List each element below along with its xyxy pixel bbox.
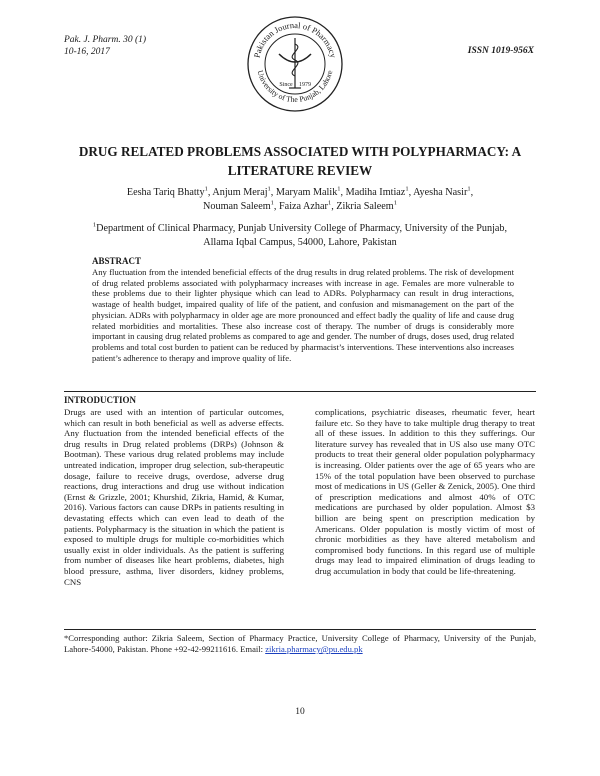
author: Anjum Meraj xyxy=(212,187,268,198)
footnote-divider xyxy=(64,629,536,630)
author: Faiza Azhar xyxy=(279,201,328,212)
journal-name: Pak. J. Pharm. 30 (1) xyxy=(64,35,147,45)
author: Eesha Tariq Bhatty xyxy=(126,187,205,198)
author: Zikria Saleem xyxy=(336,201,394,212)
seal-year: 1979 xyxy=(299,82,311,88)
issn: ISSN 1019-956X xyxy=(467,46,534,56)
introduction-heading: INTRODUCTION xyxy=(64,395,137,405)
section-divider xyxy=(64,391,536,392)
abstract-heading: ABSTRACT xyxy=(92,256,142,266)
journal-pages: 10-16, 2017 xyxy=(64,47,110,57)
author: Nouman Saleem xyxy=(203,201,271,212)
article-title: DRUG RELATED PROBLEMS ASSOCIATED WITH POLYPHARMACY: A LITERATURE REVIEW xyxy=(78,144,522,178)
seal-bottom-text: University of The Punjab, Lahore xyxy=(255,69,335,105)
author-email-link[interactable]: zikria.pharmacy@pu.edu.pk xyxy=(265,644,363,654)
journal-seal-logo xyxy=(245,14,345,114)
introduction-left-column: Drugs are used with an intention of particular outcomes, which can result in both beneficial as well as adverse effects. Any fluctuation from the intended beneficial effects of the drug results in Drug related problems (DRPs) (Johnson & Bootman). These various drug related problems may include untreated indication, improper drug selection, sub-therapeutic dosage, failure to receive drugs, overdose, adverse drug reactions, drug interactions and drug use without indication (Ernst & Grizzle, 2001; Khurshid, Zikria, Hamid, & Kumar, 2016). Various factors can cause DRPs in patients resulting in devastating effects which can even lead to death of the patients. Polypharmacy is the situation in which the patient is exposed to multiple drugs for multiple co-morbidities which usually exist in older individuals. As the patient is suffering from number of diseases like heart problems, diabetes, high blood pressure, asthma, liver disorders, kidney problems, CNS xyxy=(64,407,284,587)
introduction-right-column: complications, psychiatric diseases, rheumatic fever, heart failure etc. So they have to take multiple drug therapy to treat all of these issues. In addition to this they sufferings. Our literature survey has revealed that in US also use many OTC products to treat their general older population polypharmacy is increasing. Older patients over the age of 65 years who are 15% of the total population have been observed to purchase most of medications in US (Geller & Zenick, 2005). One third of prescription medications and almost 40% of OTC medications are purchased by older population. Almost $3 billion are being spent on prescription medication by Americans. Older population is mostly victim of most of chronic morbidities as they have altered metabolism and compromised body functions. In this regard use of multiple drugs may lead to impaired elimination of drugs leading to drug accumulation in body that could be life-threatening. xyxy=(315,407,535,576)
author-list: Eesha Tariq Bhatty$^1$, Anjum Meraj$^1$, Maryam Malik$^1$, Madiha Imtiaz$^1$, Ayesha Nasir$^1$, Nouman Saleem$^1$, Faiza Azhar$^1$, Zikria Saleem$^1$ xyxy=(126,185,474,212)
affiliation: $^1$Department of Clinical Pharmacy, Punjab University College of Pharmacy, University of the Punjab, Allama Iqbal Campus, 54000, Lahore, Pakistan xyxy=(92,221,508,248)
seal-since: Since xyxy=(279,82,293,88)
author: Maryam Malik xyxy=(275,187,338,198)
page-number: 10 xyxy=(295,707,305,717)
author: Madiha Imtiaz xyxy=(345,187,406,198)
author: Ayesha Nasir xyxy=(413,187,468,198)
corresponding-author-footnote: *Corresponding author: Zikria Saleem, Section of Pharmacy Practice, University College of Pharmacy, University of the Punjab, Lahore-54000, Pakistan. Phone +92-42-99211616. Email: zikria.pharmacy@pu.edu.pk xyxy=(64,633,536,654)
journal-header xyxy=(64,34,146,58)
seal-top-text: Pakistan Journal of Pharmacy xyxy=(251,19,339,59)
abstract-text: Any fluctuation from the intended beneficial effects of the drug results in drug related problems. The risk of development of drug related problems associated with polypharmacy increases with increase in age. Females are more vulnerable to these problems due to their lighter physique which can lead to ADRs. Polypharmacy can result in drug interactions, wastage of health budget, impaired quality of life of the patient, and confusion and mismanagement on the part of the physician. ADRs with polypharmacy in older age are more pronounced and effect badly the quality of life and cause drug related morbidities and mortalities. These also increase cost of therapy. The number of drugs is considerably more important in causing drug related problems as compared to age and gender. The number of drugs, doses used, drug related problems and total cost burden to patient can be reduced by pharmacist’s interventions. These interventions also increases patient’s adherence to therapy and improve quality of life. xyxy=(92,267,514,363)
